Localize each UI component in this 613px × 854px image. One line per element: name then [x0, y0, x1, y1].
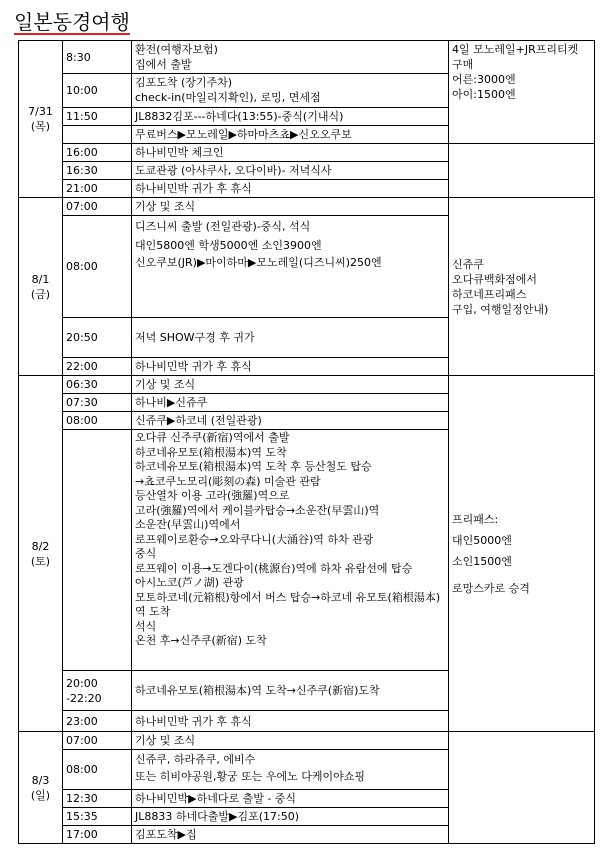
- date-label: 8/1: [31, 272, 50, 286]
- activity-cell: [132, 74, 449, 108]
- date-cell: [19, 41, 63, 198]
- time-cell: 07:30: [63, 394, 132, 412]
- time-cell: 22:00: [63, 358, 132, 376]
- activity-cell: 기상 및 조식: [132, 732, 449, 750]
- time-cell: 8:30: [63, 41, 132, 74]
- activity-cell: 하나비민박 귀가 후 휴식: [132, 358, 449, 376]
- time-cell: 07:00: [63, 198, 132, 216]
- note-cell-empty: [449, 732, 595, 844]
- time-cell: 20:50: [63, 318, 132, 358]
- time-cell: 10:00: [63, 74, 132, 108]
- activity-line: 로프웨이 이용→도겐다이(桃源台)역에 하차 유람선에 탑승 아시노코(芦ノ湖) 관광: [135, 561, 413, 589]
- note-line: 어른:3000엔: [452, 73, 516, 86]
- activity-cell: 무료버스▶모노레일▶하마마츠쵸▶신오오쿠보: [132, 126, 449, 144]
- activity-line: 중식: [135, 547, 157, 560]
- activity-cell: 하나비민박▶하네다로 출발 - 중식: [132, 790, 449, 808]
- note-line: 신쥬쿠: [452, 257, 484, 271]
- note-line: 소인1500엔: [452, 554, 512, 568]
- activity-line: 모토하코네(元箱根)항에서 버스 탑승→하코네 유모토(箱根湯本)역 도착: [135, 590, 441, 618]
- activity-cell: [132, 430, 449, 671]
- activity-cell: 신쥬쿠▶하코네 (전일관광): [132, 412, 449, 430]
- time-cell: 07:00: [63, 732, 132, 750]
- activity-line: 온천 후→신주쿠(新宿) 도착: [135, 634, 267, 647]
- time-cell: 21:00: [63, 180, 132, 198]
- time-cell: 12:30: [63, 790, 132, 808]
- table-row: [19, 144, 595, 162]
- weekday-label: (일): [30, 788, 51, 802]
- time-cell: 08:00: [63, 750, 132, 790]
- time-cell: [63, 430, 132, 671]
- activity-cell: 하나비▶신쥬쿠: [132, 394, 449, 412]
- note-line: 하코네프리패스: [452, 287, 527, 301]
- weekday-label: (토): [30, 554, 51, 568]
- weekday-label: (목): [30, 120, 51, 133]
- itinerary-table: [18, 40, 595, 844]
- time-cell: 08:00: [63, 412, 132, 430]
- activity-cell: 김포도착▶집: [132, 826, 449, 844]
- note-line: 4일 모노레일+JR프리티켓 구매: [452, 43, 579, 71]
- activity-cell: 하나비민박 귀가 후 휴식: [132, 180, 449, 198]
- activity-cell: 기상 및 조식: [132, 198, 449, 216]
- activity-line: 신쥬쿠, 하라쥬쿠, 에비수: [135, 753, 256, 766]
- activity-line: →쵸코쿠노모리(彫刻の森) 미술관 관람: [135, 474, 321, 488]
- activity-line: 로프웨이로환승→오와쿠다니(大涌谷)역 하차 관광: [135, 532, 374, 546]
- time-cell: 23:00: [63, 711, 132, 732]
- activity-cell: 도쿄관광 (아사쿠사, 오다이바)- 저녁식사: [132, 162, 449, 180]
- activity-cell: [132, 750, 449, 790]
- activity-line: 환전(여행자보험): [135, 43, 218, 56]
- date-cell: [19, 732, 63, 844]
- activity-line: 김포도착 (장기주차): [135, 76, 233, 89]
- activity-line: 소운잔(早雲山)역에서: [135, 518, 241, 531]
- table-row: [19, 41, 595, 74]
- activity-line: 또는 히비야공원,황궁 또는 우에노 다케이야쇼핑: [135, 770, 366, 783]
- note-line: 대인5000엔: [452, 533, 512, 547]
- time-cell: 16:00: [63, 144, 132, 162]
- note-cell: [449, 198, 595, 376]
- table-row: [19, 376, 595, 394]
- time-cell: 15:35: [63, 808, 132, 826]
- activity-line: 하코네유모토(箱根湯本)역 도착: [135, 445, 287, 459]
- time-cell: 17:00: [63, 826, 132, 844]
- time-cell: 11:50: [63, 108, 132, 126]
- weekday-label: (금): [30, 287, 51, 301]
- time-cell: 20:00 -22:20: [63, 671, 132, 711]
- date-label: 8/3: [31, 773, 50, 787]
- activity-line: 집에서 출발: [135, 58, 192, 71]
- activity-line: check-in(마일리지확인), 로밍, 면세점: [135, 91, 321, 104]
- activity-cell: 기상 및 조식: [132, 376, 449, 394]
- activity-line: 신오쿠보(JR)▶마이하마▶모노레일(디즈니씨)250엔: [135, 256, 382, 269]
- date-cell: [19, 376, 63, 732]
- date-label: 7/31: [28, 105, 53, 118]
- time-cell: 16:30: [63, 162, 132, 180]
- activity-cell: [132, 216, 449, 318]
- activity-cell: [132, 41, 449, 74]
- activity-cell: 저녁 SHOW구경 후 귀가: [132, 318, 449, 358]
- table-row: [19, 732, 595, 750]
- note-cell: [449, 376, 595, 732]
- activity-line: 대인5800엔 학생5000엔 소인3900엔: [135, 239, 322, 252]
- activity-line: 석식: [135, 619, 157, 633]
- note-line: 로망스카로 승격: [452, 581, 530, 595]
- note-line: 구입, 여행일정안내): [452, 302, 549, 316]
- date-cell: [19, 198, 63, 376]
- note-line: 오다큐백화점에서: [452, 272, 538, 286]
- activity-line: 하코네유모토(箱根湯本)역 도착 후 등산철도 탑승: [135, 460, 372, 473]
- time-cell: 08:00: [63, 216, 132, 318]
- activity-line: 등산열차 이용 고라(強羅)역으로: [135, 489, 290, 502]
- activity-cell: JL8833 하네다출발▶김포(17:50): [132, 808, 449, 826]
- activity-line: 디즈니씨 출발 (전일관광)-중식, 석식: [135, 220, 311, 233]
- note-line: 아이:1500엔: [452, 88, 516, 101]
- activity-cell: 하나비민박 귀가 후 휴식: [132, 711, 449, 732]
- time-cell: [63, 126, 132, 144]
- activity-cell: JL8832김포---하네다(13:55)-중식(기내식): [132, 108, 449, 126]
- activity-line: 고라(強羅)역에서 케이블카탑승→소운잔(早雲山)역: [135, 503, 380, 517]
- note-line: 프리패스:: [452, 512, 499, 526]
- date-label: 8/2: [31, 539, 50, 553]
- note-cell-empty: [449, 144, 595, 198]
- note-cell: [449, 41, 595, 144]
- activity-cell: 하나비민박 체크인: [132, 144, 449, 162]
- time-cell: 06:30: [63, 376, 132, 394]
- activity-cell: 하코네유모토(箱根湯本)역 도착→신주쿠(新宿)도착: [132, 671, 449, 711]
- table-row: [19, 198, 595, 216]
- activity-line: 오다큐 신주쿠(新宿)역에서 출발: [135, 431, 290, 444]
- page-title: 일본동경여행: [14, 10, 130, 34]
